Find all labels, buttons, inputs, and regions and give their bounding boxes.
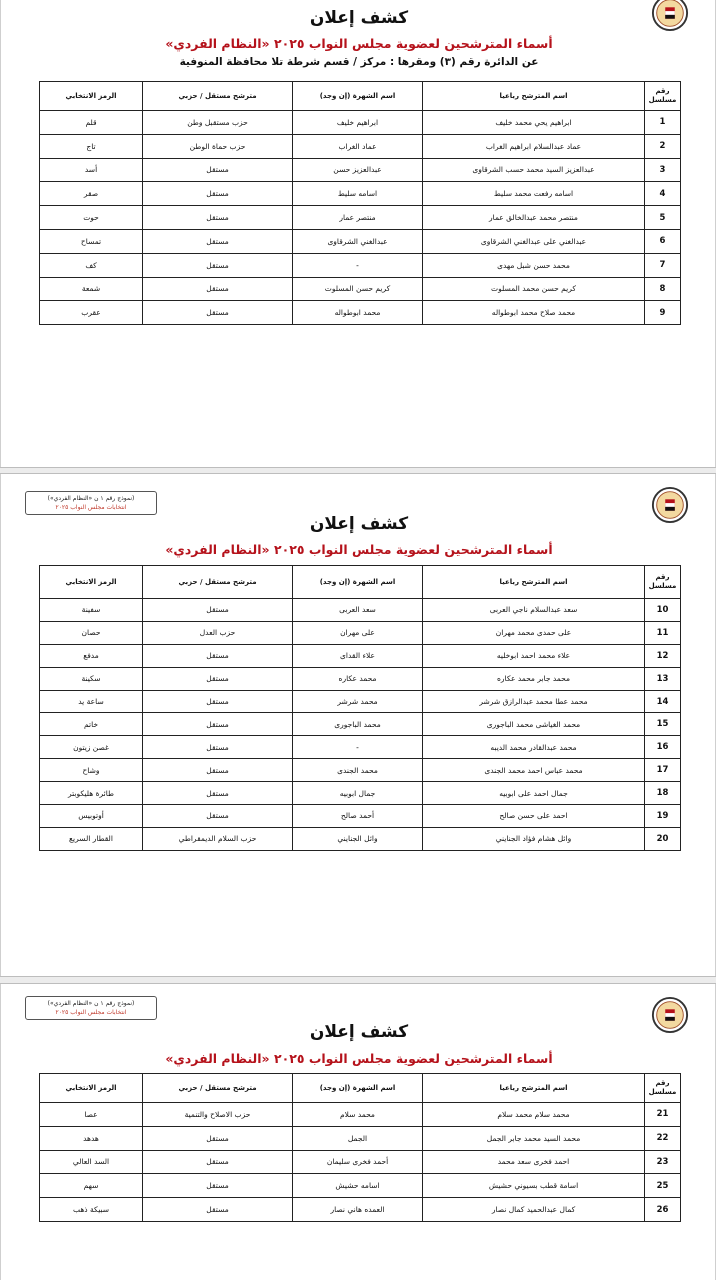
page-separator	[0, 467, 716, 474]
cell-serial: 5	[645, 206, 681, 230]
table-row	[40, 301, 681, 325]
header-name: اسم المترشح رباعيا	[423, 82, 645, 111]
cell-nickname: أحمد صالح	[293, 805, 423, 828]
cell-affiliation: مستقل	[143, 1126, 293, 1150]
cell-symbol: خاتم	[40, 713, 143, 736]
cell-nickname: -	[293, 253, 423, 277]
cell-serial: 7	[645, 253, 681, 277]
cell-name: محمد حسن شبل مهدى	[423, 253, 645, 277]
header-affiliation: مترشح مستقل / حزبي	[143, 566, 293, 599]
cell-name: محمد الغياشى محمد الباجورى	[423, 713, 645, 736]
cell-affiliation: مستقل	[143, 1174, 293, 1198]
cell-affiliation: مستقل	[143, 644, 293, 667]
cell-nickname: علاء القداى	[293, 644, 423, 667]
cell-affiliation: مستقل	[143, 1198, 293, 1222]
cell-affiliation: مستقل	[143, 759, 293, 782]
cell-affiliation: مستقل	[143, 1150, 293, 1174]
candidates-table	[39, 565, 681, 851]
cell-serial: 4	[645, 182, 681, 206]
cell-nickname: اسامه سليط	[293, 182, 423, 206]
cell-name: محمد صلاح محمد ابوطواله	[423, 301, 645, 325]
page-subtitle: أسماء المترشحين لعضوية مجلس النواب ٢٠٢٥ «النظام الفردي»	[165, 36, 553, 51]
header-symbol: الرمز الانتخابي	[40, 1074, 143, 1103]
cell-serial: 1	[645, 111, 681, 135]
cell-nickname: محمد سلام	[293, 1103, 423, 1127]
stamp-line-1: (نموذج رقم ١ ن «النظام الفردي»)	[47, 1000, 135, 1007]
cell-name: على حمدى محمد مهران	[423, 621, 645, 644]
cell-serial: 12	[645, 644, 681, 667]
cell-affiliation: مستقل	[143, 690, 293, 713]
cell-nickname: كريم حسن المسلوت	[293, 277, 423, 301]
header-name: اسم المترشح رباعيا	[423, 566, 645, 599]
cell-affiliation: مستقل	[143, 277, 293, 301]
form-stamp	[25, 996, 157, 1020]
cell-name: اسامة قطب بسيوني حشيش	[423, 1174, 645, 1198]
header-symbol: الرمز الانتخابي	[40, 566, 143, 599]
cell-name: منتصر محمد عبدالخالق عمار	[423, 206, 645, 230]
cell-symbol: حوت	[40, 206, 143, 230]
cell-name: كمال عبدالحميد كمال نصار	[423, 1198, 645, 1222]
header-nickname: اسم الشهرة (إن وجد)	[293, 1074, 423, 1103]
cell-affiliation: مستقل	[143, 805, 293, 828]
cell-symbol: غصن زيتون	[40, 736, 143, 759]
cell-name: كريم حسن محمد المسلوت	[423, 277, 645, 301]
cell-name: احمد فخرى سعد محمد	[423, 1150, 645, 1174]
cell-symbol: صقر	[40, 182, 143, 206]
cell-affiliation: حزب حماة الوطن	[143, 134, 293, 158]
cell-symbol: طائرة هليكوبتر	[40, 782, 143, 805]
cell-affiliation: حزب العدل	[143, 621, 293, 644]
cell-affiliation: مستقل	[143, 782, 293, 805]
cell-affiliation: مستقل	[143, 206, 293, 230]
cell-nickname: الجمل	[293, 1126, 423, 1150]
header-symbol: الرمز الانتخابي	[40, 82, 143, 111]
cell-name: ابراهيم يحي محمد خليف	[423, 111, 645, 135]
table-row	[40, 782, 681, 805]
candidates-table	[39, 1073, 681, 1222]
candidates-table	[39, 81, 681, 325]
cell-symbol: سبيكة ذهب	[40, 1198, 143, 1222]
cell-nickname: أحمد فخرى سليمان	[293, 1150, 423, 1174]
stamp-line-2: انتخابات مجلس النواب ٢٠٢٥	[55, 1009, 127, 1016]
cell-name: سعد عبدالسلام ناجي العربى	[423, 599, 645, 622]
cell-symbol: تاج	[40, 134, 143, 158]
cell-name: محمد جابر محمد عكاره	[423, 667, 645, 690]
table-row	[40, 690, 681, 713]
cell-nickname: عبدالعزيز حسن	[293, 158, 423, 182]
cell-name: محمد سلام محمد سلام	[423, 1103, 645, 1127]
page-subtitle: أسماء المترشحين لعضوية مجلس النواب ٢٠٢٥ «النظام الفردي»	[165, 542, 553, 557]
cell-serial: 18	[645, 782, 681, 805]
cell-name: جمال احمد على ابوبيه	[423, 782, 645, 805]
cell-symbol: سهم	[40, 1174, 143, 1198]
table-row	[40, 158, 681, 182]
cell-symbol: سفينة	[40, 599, 143, 622]
header-affiliation: مترشح مستقل / حزبي	[143, 82, 293, 111]
cell-serial: 22	[645, 1126, 681, 1150]
cell-symbol: أوتوبيس	[40, 805, 143, 828]
page-separator	[0, 976, 716, 984]
announcement-page-3	[0, 984, 716, 1280]
cell-symbol: أسد	[40, 158, 143, 182]
header-serial: رقم مسلسل	[645, 82, 681, 111]
cell-nickname: محمد عكاره	[293, 667, 423, 690]
cell-serial: 15	[645, 713, 681, 736]
table-row	[40, 827, 681, 850]
table-row	[40, 1126, 681, 1150]
cell-nickname: منتصر عمار	[293, 206, 423, 230]
cell-name: محمد السيد محمد جابر الجمل	[423, 1126, 645, 1150]
page-title: كشف إعلان	[309, 8, 409, 28]
cell-affiliation: حزب الاصلاح والتنمية	[143, 1103, 293, 1127]
cell-affiliation: مستقل	[143, 301, 293, 325]
table-row	[40, 1198, 681, 1222]
cell-serial: 26	[645, 1198, 681, 1222]
cell-symbol: كف	[40, 253, 143, 277]
cell-nickname: على مهران	[293, 621, 423, 644]
cell-serial: 10	[645, 599, 681, 622]
cell-symbol: عقرب	[40, 301, 143, 325]
cell-affiliation: مستقل	[143, 713, 293, 736]
cell-nickname: عبدالغني الشرقاوى	[293, 229, 423, 253]
cell-serial: 21	[645, 1103, 681, 1127]
table-row	[40, 1150, 681, 1174]
cell-serial: 20	[645, 827, 681, 850]
cell-symbol: السد العالي	[40, 1150, 143, 1174]
cell-symbol: عصا	[40, 1103, 143, 1127]
table-row	[40, 1103, 681, 1127]
cell-serial: 17	[645, 759, 681, 782]
table-row	[40, 182, 681, 206]
cell-serial: 11	[645, 621, 681, 644]
cell-name: محمد عبدالقادر محمد الديبه	[423, 736, 645, 759]
cell-serial: 2	[645, 134, 681, 158]
table-row	[40, 253, 681, 277]
cell-name: عماد عبدالسلام ابراهيم الغراب	[423, 134, 645, 158]
header-affiliation: مترشح مستقل / حزبي	[143, 1074, 293, 1103]
cell-symbol: القطار السريع	[40, 827, 143, 850]
form-stamp	[25, 491, 157, 515]
cell-symbol: مدفع	[40, 644, 143, 667]
cell-serial: 25	[645, 1174, 681, 1198]
header-serial: رقم مسلسل	[645, 1074, 681, 1103]
cell-affiliation: حزب السلام الديمقراطي	[143, 827, 293, 850]
cell-nickname: محمد شرشر	[293, 690, 423, 713]
cell-affiliation: مستقل	[143, 158, 293, 182]
cell-affiliation: مستقل	[143, 182, 293, 206]
cell-nickname: العمده هاني نصار	[293, 1198, 423, 1222]
cell-nickname: وائل الجنايني	[293, 827, 423, 850]
cell-nickname: ابراهيم خليف	[293, 111, 423, 135]
cell-serial: 16	[645, 736, 681, 759]
header-serial: رقم مسلسل	[645, 566, 681, 599]
cell-name: محمد عطا محمد عبدالرازق شرشر	[423, 690, 645, 713]
table-row	[40, 134, 681, 158]
cell-name: احمد على حسن صالح	[423, 805, 645, 828]
cell-serial: 3	[645, 158, 681, 182]
table-row	[40, 759, 681, 782]
stamp-line-1: (نموذج رقم ١ ن «النظام الفردي»)	[47, 495, 135, 502]
cell-symbol: ساعة يد	[40, 690, 143, 713]
table-row	[40, 206, 681, 230]
table-row	[40, 599, 681, 622]
cell-symbol: تمساح	[40, 229, 143, 253]
header-nickname: اسم الشهرة (إن وجد)	[293, 82, 423, 111]
table-row	[40, 713, 681, 736]
table-row	[40, 644, 681, 667]
cell-symbol: هدهد	[40, 1126, 143, 1150]
cell-name: عبدالعزيز السيد محمد حسب الشرقاوى	[423, 158, 645, 182]
header-name: اسم المترشح رباعيا	[423, 1074, 645, 1103]
table-row	[40, 229, 681, 253]
district-line: عن الدائرة رقم (٣) ومقرها : مركز / قسم شرطة تلا محافظة المنوفية	[179, 56, 539, 68]
cell-symbol: حصان	[40, 621, 143, 644]
table-row	[40, 805, 681, 828]
cell-nickname: محمد الباجورى	[293, 713, 423, 736]
cell-serial: 8	[645, 277, 681, 301]
cell-affiliation: مستقل	[143, 229, 293, 253]
cell-name: اسامه رفعت محمد سليط	[423, 182, 645, 206]
cell-serial: 19	[645, 805, 681, 828]
cell-nickname: جمال ابوبيه	[293, 782, 423, 805]
table-row	[40, 621, 681, 644]
cell-nickname: سعد العربى	[293, 599, 423, 622]
cell-nickname: محمد الجندى	[293, 759, 423, 782]
cell-nickname: عماد الغراب	[293, 134, 423, 158]
page-subtitle: أسماء المترشحين لعضوية مجلس النواب ٢٠٢٥ «النظام الفردي»	[165, 1051, 553, 1066]
table-row	[40, 667, 681, 690]
table-row	[40, 736, 681, 759]
cell-name: عبدالغني على عبدالغني الشرقاوى	[423, 229, 645, 253]
cell-name: وائل هشام فؤاد الجنايني	[423, 827, 645, 850]
table-row	[40, 277, 681, 301]
cell-symbol: قلم	[40, 111, 143, 135]
cell-serial: 9	[645, 301, 681, 325]
stamp-line-2: انتخابات مجلس النواب ٢٠٢٥	[55, 504, 127, 511]
cell-serial: 6	[645, 229, 681, 253]
cell-nickname: محمد ابوطواله	[293, 301, 423, 325]
cell-nickname: اسامه حشيش	[293, 1174, 423, 1198]
cell-serial: 23	[645, 1150, 681, 1174]
cell-affiliation: مستقل	[143, 667, 293, 690]
cell-symbol: شمعة	[40, 277, 143, 301]
page-title: كشف إعلان	[309, 514, 409, 534]
cell-symbol: وشاح	[40, 759, 143, 782]
cell-serial: 13	[645, 667, 681, 690]
table-row	[40, 111, 681, 135]
cell-affiliation: مستقل	[143, 599, 293, 622]
cell-nickname: -	[293, 736, 423, 759]
cell-name: محمد عباس احمد محمد الجندى	[423, 759, 645, 782]
cell-symbol: سكينة	[40, 667, 143, 690]
cell-affiliation: حزب مستقبل وطن	[143, 111, 293, 135]
page-title: كشف إعلان	[309, 1022, 409, 1042]
cell-affiliation: مستقل	[143, 253, 293, 277]
cell-affiliation: مستقل	[143, 736, 293, 759]
table-row	[40, 1174, 681, 1198]
announcement-page-1	[0, 0, 716, 467]
announcement-page-2	[0, 474, 716, 976]
cell-name: علاء محمد احمد ابوخليه	[423, 644, 645, 667]
cell-serial: 14	[645, 690, 681, 713]
header-nickname: اسم الشهرة (إن وجد)	[293, 566, 423, 599]
